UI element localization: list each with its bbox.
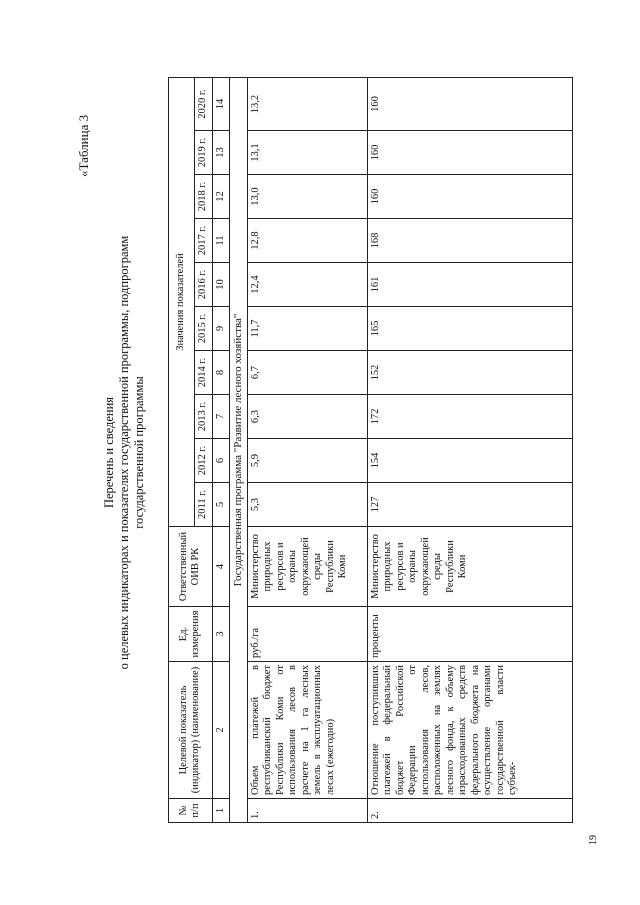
row-value: 13,1 — [247, 131, 367, 175]
column-index: 8 — [212, 351, 230, 395]
row-value: 5,3 — [247, 483, 367, 527]
column-index-row — [212, 78, 230, 823]
header-year: 2011 г. — [195, 483, 213, 527]
header-responsible: Ответственный ОИВ РК — [169, 527, 213, 607]
row-value: 127 — [367, 483, 572, 527]
row-responsible: Министерство природных ресурсов и охраны окружающей среды Республики Коми — [247, 527, 367, 607]
row-value: 12,8 — [247, 219, 367, 263]
row-value: 165 — [367, 307, 572, 351]
table-label: «Таблица 3 — [76, 114, 91, 177]
header-year: 2020 г. — [195, 78, 213, 131]
row-value: 5,9 — [247, 439, 367, 483]
row-value: 13,0 — [247, 175, 367, 219]
column-index: 13 — [212, 131, 230, 175]
column-index: 12 — [212, 175, 230, 219]
row-value: 160 — [367, 78, 572, 131]
row-value: 6,3 — [247, 395, 367, 439]
row-unit: руб./га — [247, 607, 367, 662]
header-values-group: Значения показателей — [169, 78, 195, 527]
column-index: 1 — [212, 799, 230, 823]
heading-line-2: о целевых индикаторах и показателях государственной программы, подпрограмм — [117, 235, 131, 670]
column-index: 14 — [212, 78, 230, 131]
header-year: 2016 г. — [195, 263, 213, 307]
table-row — [247, 78, 367, 823]
row-unit: проценты — [367, 607, 572, 662]
row-indicator: Объем платежей в республиканский бюджет Республики Коми от использования лесов в расчете на 1 га лесных земель в эксплуатационных лесах (ежегодно) — [247, 662, 367, 799]
column-index: 4 — [212, 527, 230, 607]
header-year: 2013 г. — [195, 395, 213, 439]
column-index: 3 — [212, 607, 230, 662]
row-num: 2. — [367, 799, 572, 823]
row-value: 172 — [367, 395, 572, 439]
row-value: 11,7 — [247, 307, 367, 351]
row-indicator: Отношение поступивших платежей в федеральный бюджет Российской Федерации от использования лесов, расположенных на землях лесного фонда, к объему израсходованных средств федерального бюджета на осуществление органами государственной власти субъек- — [367, 662, 572, 799]
heading-line-1: Перечень и сведения — [102, 396, 116, 509]
header-year: 2017 г. — [195, 219, 213, 263]
row-value: 12,4 — [247, 263, 367, 307]
program-title: Государственная программа "Развитие лесного хозяйства" — [230, 78, 248, 823]
header-num: № п/п — [169, 799, 213, 823]
column-index: 2 — [212, 662, 230, 799]
indicators-table — [168, 77, 573, 823]
row-value: 168 — [367, 219, 572, 263]
header-unit: Ед. измерения — [169, 607, 213, 662]
row-value: 161 — [367, 263, 572, 307]
row-value: 152 — [367, 351, 572, 395]
header-row-1 — [169, 78, 195, 823]
header-year: 2015 г. — [195, 307, 213, 351]
column-index: 5 — [212, 483, 230, 527]
page-number: 19 — [588, 835, 599, 845]
header-indicator: Целевой показатель (индикатор) (наименование) — [169, 662, 213, 799]
row-value: 13,2 — [247, 78, 367, 131]
row-responsible: Министерство природных ресурсов и охраны окружающей среды Республики Коми — [367, 527, 572, 607]
header-year: 2014 г. — [195, 351, 213, 395]
row-value: 160 — [367, 175, 572, 219]
header-year: 2012 г. — [195, 439, 213, 483]
table-row — [367, 78, 572, 823]
program-title-row — [230, 78, 248, 823]
row-num: 1. — [247, 799, 367, 823]
column-index: 6 — [212, 439, 230, 483]
column-index: 9 — [212, 307, 230, 351]
heading-line-3: государственной программы — [132, 376, 146, 529]
column-index: 10 — [212, 263, 230, 307]
column-index: 7 — [212, 395, 230, 439]
row-value: 154 — [367, 439, 572, 483]
header-year: 2018 г. — [195, 175, 213, 219]
column-index: 11 — [212, 219, 230, 263]
header-year: 2019 г. — [195, 131, 213, 175]
row-value: 6,7 — [247, 351, 367, 395]
row-value: 160 — [367, 131, 572, 175]
